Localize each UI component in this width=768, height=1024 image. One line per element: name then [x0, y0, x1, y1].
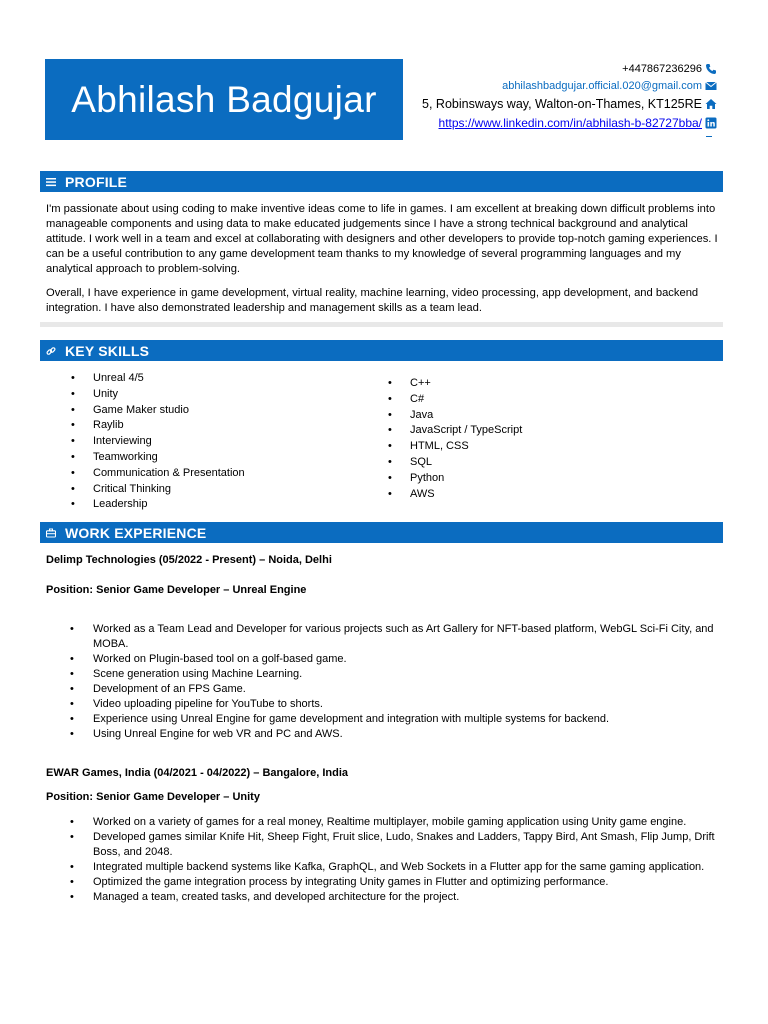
list-item	[363, 392, 522, 408]
bullet: •	[70, 623, 74, 635]
skill: Python	[410, 471, 445, 484]
responsibility: Video uploading pipeline for YouTube to shorts.	[93, 698, 323, 710]
skill: HTML, CSS	[410, 440, 469, 453]
address: 5, Robinsways way, Walton-on-Thames, KT125RE	[422, 96, 702, 111]
linkedin-icon[interactable]	[705, 117, 717, 129]
job-position: Position: Senior Game Developer – Unity	[46, 791, 260, 803]
list-item	[363, 376, 522, 392]
bullet: •	[70, 816, 74, 828]
bullet: •	[70, 728, 74, 740]
applicant-name: Abhilash Badgujar	[71, 78, 377, 120]
list-item	[46, 482, 245, 498]
job-company: Delimp Technologies (05/2022 - Present) – Noida, Delhi	[46, 554, 332, 566]
skill: Communication & Presentation	[93, 466, 245, 479]
list-item	[46, 403, 245, 419]
bullet: •	[70, 698, 74, 710]
list-item	[46, 860, 726, 875]
responsibility: Using Unreal Engine for web VR and PC and AWS.	[93, 728, 343, 740]
skills-list-right	[363, 376, 522, 502]
list-item	[46, 497, 245, 513]
list-item	[46, 450, 245, 466]
email-line[interactable]	[422, 77, 717, 94]
profile-section-header	[40, 171, 723, 192]
responsibility: Optimized the game integration process by integrating Unity games in Flutter and optimizing performance.	[93, 876, 609, 888]
bullet: •	[70, 876, 74, 888]
list-item	[46, 652, 726, 667]
skills-section-header	[40, 340, 723, 361]
skill: Unity	[93, 387, 119, 400]
bullet: •	[388, 455, 392, 468]
responsibility: Integrated multiple backend systems like Kafka, GraphQL, and Web Sockets in a Flutter app for the same gaming application.	[93, 861, 705, 873]
bullet: •	[70, 713, 74, 725]
bullet: •	[71, 372, 75, 384]
list-item	[46, 727, 726, 742]
skill: Leadership	[93, 498, 148, 511]
bullet: •	[70, 831, 74, 843]
phone-number: +447867236296	[622, 62, 702, 75]
skill: Interviewing	[93, 435, 152, 448]
bullet: •	[388, 408, 392, 421]
bullet: •	[71, 482, 75, 495]
job-responsibilities	[46, 622, 726, 742]
bullet: •	[388, 377, 392, 389]
responsibility: Worked on a variety of games for a real money, Realtime multiplayer, mobile gaming application using Unity game engine.	[93, 816, 687, 828]
list-item	[46, 418, 245, 434]
responsibility: Developed games similar Knife Hit, Sheep Fight, Fruit slice, Ludo, Snakes and Ladders, Tappy Bird, Ant Smash, Flip Jump, Drift Boss, and 2048.	[93, 831, 715, 858]
job-company: EWAR Games, India (04/2021 - 04/2022) – Bangalore, India	[46, 767, 349, 779]
bullet: •	[70, 861, 74, 873]
divider-mark	[706, 136, 712, 137]
briefcase-icon	[46, 528, 60, 538]
bullet: •	[71, 435, 75, 448]
envelope-icon	[705, 80, 717, 92]
section-divider	[40, 322, 723, 327]
contact-block	[422, 60, 717, 132]
bullet: •	[388, 487, 392, 500]
linkedin-url[interactable]: https://www.linkedin.com/in/abhilash-b-82727bba/	[438, 115, 702, 130]
email-address[interactable]: abhilashbadgujar.official.020@gmail.com	[502, 79, 702, 92]
name-banner	[45, 59, 403, 140]
bullet: •	[71, 419, 75, 432]
bullet: •	[70, 653, 74, 665]
skill: Unreal 4/5	[93, 372, 144, 384]
bullet: •	[70, 891, 74, 903]
list-item	[46, 815, 726, 830]
list-item	[363, 439, 522, 455]
job-responsibilities	[46, 815, 726, 905]
list-item	[46, 890, 726, 905]
list-item	[46, 830, 726, 860]
responsibility: Worked on Plugin-based tool on a golf-based game.	[93, 653, 347, 665]
bullet: •	[71, 387, 75, 400]
profile-title: PROFILE	[65, 173, 128, 190]
list-item	[46, 667, 726, 682]
skill: C++	[410, 377, 431, 389]
bullet: •	[70, 683, 74, 695]
phone-line	[422, 60, 717, 77]
skill: Teamworking	[93, 450, 158, 463]
list-item	[46, 466, 245, 482]
list-item	[46, 622, 726, 652]
experience-section-header	[40, 522, 723, 543]
skill: Game Maker studio	[93, 403, 189, 416]
skill: Java	[410, 408, 434, 421]
link-icon	[46, 346, 60, 356]
list-item	[363, 408, 522, 424]
list-item	[46, 875, 726, 890]
list-item	[46, 434, 245, 450]
responsibility: Worked as a Team Lead and Developer for various projects such as Art Gallery for NFT-based platform, WebGL Sci-Fi City, and MOBA.	[93, 623, 714, 650]
skill: JavaScript / TypeScript	[410, 424, 523, 437]
list-item	[363, 423, 522, 439]
responsibility: Scene generation using Machine Learning.	[93, 668, 303, 680]
list-item	[363, 487, 522, 503]
skill: AWS	[410, 487, 435, 500]
bullet: •	[388, 471, 392, 484]
address-line	[422, 94, 717, 113]
profile-paragraph-1: I'm passionate about using coding to make inventive ideas come to life in games. I am excellent at breaking down difficult problems into manageable components and using data to make educated judgements since I have a strong technical background and analytical attitude. I work well in a team and excel at collaborating with designers and other developers to provide top-notch gaming experiences. I can be a useful contribution to any game development team thanks to my knowledge of several programming languages and my analytical approach to problem-solving.	[46, 203, 718, 275]
list-item	[46, 387, 245, 403]
home-icon	[705, 98, 717, 110]
skill: Raylib	[93, 419, 124, 432]
responsibility: Development of an FPS Game.	[93, 683, 246, 695]
job-position: Position: Senior Game Developer – Unreal Engine	[46, 584, 307, 596]
skill: Critical Thinking	[93, 482, 172, 495]
skill: C#	[410, 392, 425, 405]
list-item	[363, 471, 522, 487]
bullet: •	[388, 424, 392, 437]
phone-icon	[705, 63, 717, 75]
skill: SQL	[410, 455, 433, 468]
list-item	[46, 371, 245, 387]
profile-paragraph-2: Overall, I have experience in game development, virtual reality, machine learning, video processing, app development, and backend integration. I have also demonstrated leadership and management skills as a team lead.	[46, 287, 699, 314]
bullet: •	[388, 440, 392, 453]
bullet: •	[71, 466, 75, 479]
skills-title: KEY SKILLS	[65, 342, 150, 359]
list-item	[46, 697, 726, 712]
list-item	[46, 712, 726, 727]
skills-list-left	[46, 371, 245, 513]
list-item	[46, 682, 726, 697]
bullet: •	[70, 668, 74, 680]
bullet: •	[388, 392, 392, 405]
bullet: •	[71, 403, 75, 416]
responsibility: Experience using Unreal Engine for game development and integration with multiple systems for backend.	[93, 713, 610, 725]
list-icon	[46, 177, 60, 187]
bullet: •	[71, 498, 75, 511]
list-item	[363, 455, 522, 471]
bullet: •	[71, 450, 75, 463]
responsibility: Managed a team, created tasks, and developed architecture for the project.	[93, 891, 460, 903]
experience-title: WORK EXPERIENCE	[65, 524, 207, 541]
linkedin-line[interactable]	[422, 113, 717, 132]
